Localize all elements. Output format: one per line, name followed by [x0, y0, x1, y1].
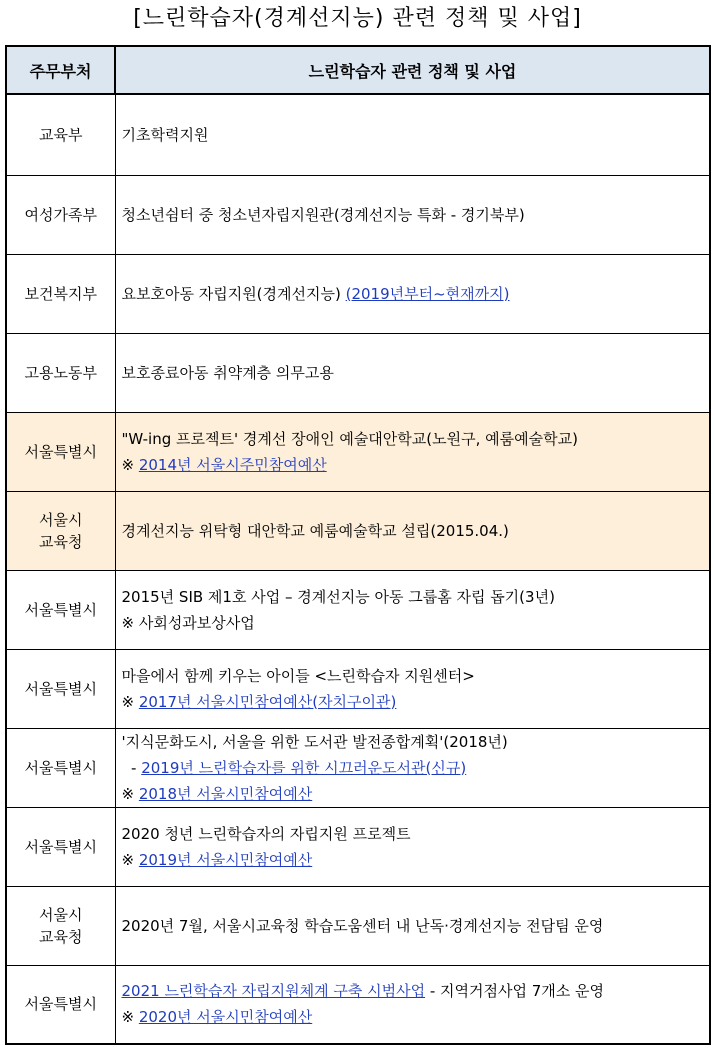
- table-row: [6, 728, 710, 807]
- policy-text: 2020 청년 느린학습자의 자립지원 프로젝트: [121, 824, 411, 843]
- table-row: [6, 412, 710, 491]
- policy-line: [122, 518, 710, 544]
- dept-cell: [6, 412, 115, 491]
- dept-line: 교육청: [39, 927, 83, 946]
- dept-name: 서울특별시: [24, 679, 97, 698]
- policy-line: [122, 426, 710, 452]
- policy-text: ※: [121, 850, 139, 869]
- table-row: [6, 965, 710, 1044]
- policy-cell: [115, 807, 710, 886]
- policy-text: 2015년 SIB 제1호 사업 – 경계선지능 아동 그룹홈 자립 돕기(3년): [121, 587, 555, 606]
- policy-link[interactable]: 2019년 느린학습자를 위한 시끄러운도서관(신규): [141, 758, 467, 777]
- policy-cell: [115, 570, 710, 649]
- table-row: [6, 254, 710, 333]
- table-row: [6, 886, 710, 965]
- dept-cell: [6, 175, 115, 254]
- policy-text: -: [121, 758, 142, 777]
- policy-link[interactable]: (2019년부터~현재까지): [345, 284, 510, 303]
- policy-text: 청소년쉼터 중 청소년자립지원관(경계선지능 특화 - 경기북부): [121, 205, 525, 224]
- policy-text: ※: [121, 784, 139, 803]
- dept-name: 서울특별시: [24, 758, 97, 777]
- policy-line: [122, 281, 710, 307]
- dept-name: 보건복지부: [24, 284, 97, 303]
- table-row: [6, 570, 710, 649]
- policy-text: ※ 사회성과보상사업: [121, 613, 255, 632]
- policy-text: 경계선지능 위탁형 대안학교 예룸예술학교 설립(2015.04.): [121, 521, 509, 540]
- dept-line: 교육청: [39, 532, 83, 551]
- page-title: [느린학습자(경계선지능) 관련 정책 및 사업]: [133, 6, 582, 31]
- policy-line: [122, 610, 710, 636]
- dept-cell: [6, 886, 115, 965]
- table-row: [6, 333, 710, 412]
- dept-cell: [6, 254, 115, 333]
- policy-cell: [115, 491, 710, 570]
- dept-line: 서울시: [39, 905, 83, 924]
- dept-name: 고용노동부: [24, 363, 97, 382]
- policy-link[interactable]: 2021 느린학습자 자립지원체계 구축 시범사업: [121, 982, 426, 1001]
- policy-text: - 지역거점사업 7개소 운영: [425, 982, 605, 1001]
- policy-line: [122, 821, 710, 847]
- header-policy: 느린학습자 관련 정책 및 사업: [115, 46, 710, 94]
- policy-line: [122, 122, 710, 148]
- policy-link[interactable]: 2019년 서울시민참여예산: [138, 850, 313, 869]
- table-row: [6, 649, 710, 728]
- policy-text: 요보호아동 자립지원(경계선지능): [121, 284, 346, 303]
- table-header-row: [6, 46, 710, 94]
- policy-link[interactable]: 2020년 서울시민참여예산: [138, 1008, 313, 1027]
- policy-cell: [115, 886, 710, 965]
- policy-line: [122, 689, 710, 715]
- dept-name: 교육부: [39, 125, 83, 144]
- policy-cell: [115, 333, 710, 412]
- dept-line: 서울시: [39, 510, 83, 529]
- dept-name: 서울특별시: [24, 995, 97, 1014]
- dept-name: 서울특별시: [24, 442, 97, 461]
- policy-cell: [115, 728, 710, 807]
- policy-text: '지식문화도시, 서울을 위한 도서관 발전종합계획'(2018년): [121, 732, 508, 751]
- policy-line: [122, 978, 710, 1004]
- policy-line: [122, 781, 710, 807]
- policy-line: [122, 202, 710, 228]
- policy-cell: [115, 175, 710, 254]
- policy-text: "W-ing 프로젝트' 경계선 장애인 예술대안학교(노원구, 예룸예술학교): [121, 429, 578, 448]
- policy-cell: [115, 94, 710, 175]
- policy-line: [122, 584, 710, 610]
- dept-cell: [6, 807, 115, 886]
- policy-text: ※: [121, 692, 139, 711]
- dept-name: 서울특별시: [24, 837, 97, 856]
- dept-cell: [6, 491, 115, 570]
- policy-cell: [115, 254, 710, 333]
- table-row: [6, 807, 710, 886]
- policy-line: [122, 913, 710, 939]
- policy-cell: [115, 649, 710, 728]
- policy-link[interactable]: 2017년 서울시민참여예산(자치구이관): [138, 692, 397, 711]
- policy-table: [5, 45, 711, 1045]
- header-dept: 주무부처: [6, 46, 115, 94]
- policy-link[interactable]: 2014년 서울시주민참여예산: [138, 455, 327, 474]
- dept-cell: [6, 728, 115, 807]
- dept-cell: [6, 94, 115, 175]
- policy-line: [122, 847, 710, 873]
- policy-text: ※: [121, 1008, 139, 1027]
- policy-cell: [115, 412, 710, 491]
- policy-text: 2020년 7월, 서울시교육청 학습도움센터 내 난독·경계선지능 전담팀 운영: [121, 916, 604, 935]
- policy-link[interactable]: 2018년 서울시민참여예산: [138, 784, 313, 803]
- policy-line: [122, 755, 710, 781]
- policy-cell: [115, 965, 710, 1044]
- dept-cell: [6, 333, 115, 412]
- policy-text: 기초학력지원: [121, 125, 209, 144]
- dept-cell: [6, 649, 115, 728]
- dept-name: 여성가족부: [24, 205, 97, 224]
- table-row: [6, 491, 710, 570]
- table-row: [6, 94, 710, 175]
- policy-line: [122, 1004, 710, 1030]
- policy-text: 보호종료아동 취약계층 의무고용: [121, 363, 334, 382]
- policy-text: 마을에서 함께 키우는 아이들 <느린학습자 지원센터>: [121, 666, 475, 685]
- policy-line: [122, 729, 710, 755]
- table-row: [6, 175, 710, 254]
- policy-line: [122, 663, 710, 689]
- dept-cell: [6, 570, 115, 649]
- policy-line: [122, 360, 710, 386]
- dept-cell: [6, 965, 115, 1044]
- policy-text: ※: [121, 455, 139, 474]
- dept-name: 서울특별시: [24, 600, 97, 619]
- policy-line: [122, 452, 710, 478]
